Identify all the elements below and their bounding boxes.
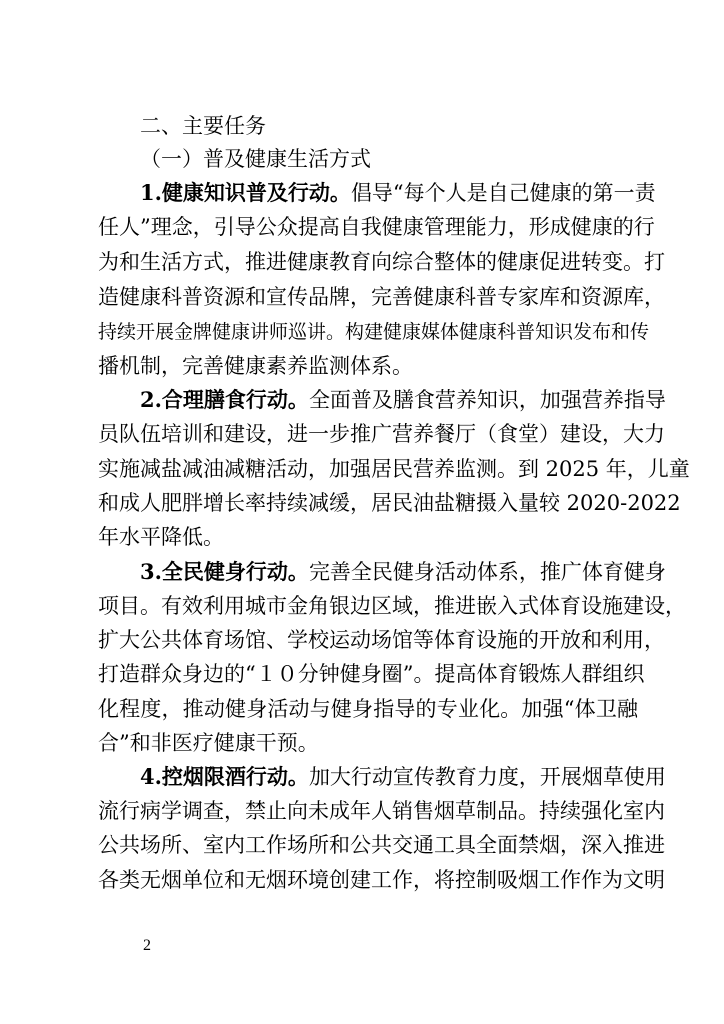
- paragraph-1-line-3: 为和生活方式，推进健康教育向综合整体的健康促进转变。打: [98, 250, 665, 274]
- paragraph-2-title: 2.合理膳食行动。: [140, 387, 309, 412]
- section-heading: 二、主要任务: [140, 114, 266, 138]
- paragraph-2-text: 全面普及膳食营养知识，加强营养指导: [308, 388, 666, 412]
- paragraph-1-line-2: 任人”理念，引导公众提高自我健康管理能力，形成健康的行: [98, 215, 655, 239]
- paragraph-2-line-5: 年水平降低。: [98, 525, 224, 549]
- paragraph-1-text: 倡导“每个人是自己健康的第一责: [350, 181, 656, 205]
- paragraph-3-line-5: 化程度，推动健身活动与健身指导的专业化。加强“体卫融: [98, 697, 638, 721]
- paragraph-1-line-1: [140, 180, 656, 206]
- paragraph-2-line-2: 员队伍培训和建设，进一步推广营养餐厅（食堂）建设，大力: [98, 422, 665, 446]
- page-number: 2: [143, 937, 151, 954]
- paragraph-1-title: 1.健康知识普及行动。: [140, 180, 351, 205]
- paragraph-4-line-1: [140, 764, 666, 790]
- paragraph-2-line-4: 和成人肥胖增长率持续减缓，居民油盐糖摄入量较 2020-2022: [98, 491, 681, 515]
- paragraph-1-line-6: 播机制，完善健康素养监测体系。: [98, 354, 413, 378]
- paragraph-2-line-1: [140, 387, 666, 413]
- paragraph-3-text: 完善全民健身活动体系，推广体育健身: [308, 560, 666, 584]
- paragraph-4-title: 4.控烟限酒行动。: [140, 764, 309, 789]
- paragraph-4-line-2: 流行病学调查，禁止向未成年人销售烟草制品。持续强化室内: [98, 799, 665, 823]
- paragraph-2-line-3: 实施减盐减油减糖活动，加强居民营养监测。到 2025 年，儿童: [98, 457, 690, 481]
- paragraph-3-line-3: 扩大公共体育场馆、学校运动场馆等体育设施的开放和利用，: [98, 628, 665, 652]
- paragraph-1-line-4: 造健康科普资源和宣传品牌，完善健康科普专家库和资源库，: [98, 285, 665, 309]
- paragraph-3-title: 3.全民健身行动。: [140, 559, 309, 584]
- paragraph-3-line-4: 打造群众身边的“１０分钟健身圈”。提高体育锻炼人群组织: [98, 662, 645, 686]
- paragraph-1-line-5: 持续开展金牌健康讲师巡讲。构建健康媒体健康科普知识发布和传: [98, 321, 650, 343]
- paragraph-4-text: 加大行动宣传教育力度，开展烟草使用: [308, 765, 666, 789]
- subsection-heading: （一）普及健康生活方式: [140, 147, 371, 171]
- paragraph-3-line-6: 合”和非医疗健康干预。: [98, 731, 319, 755]
- paragraph-3-line-2: 项目。有效利用城市金角银边区域，推进嵌入式体育设施建设，: [98, 594, 686, 618]
- paragraph-4-line-4: 各类无烟单位和无烟环境创建工作，将控制吸烟工作作为文明: [98, 868, 665, 892]
- paragraph-4-line-3: 公共场所、室内工作场所和公共交通工具全面禁烟，深入推进: [98, 833, 665, 857]
- paragraph-3-line-1: [140, 559, 666, 585]
